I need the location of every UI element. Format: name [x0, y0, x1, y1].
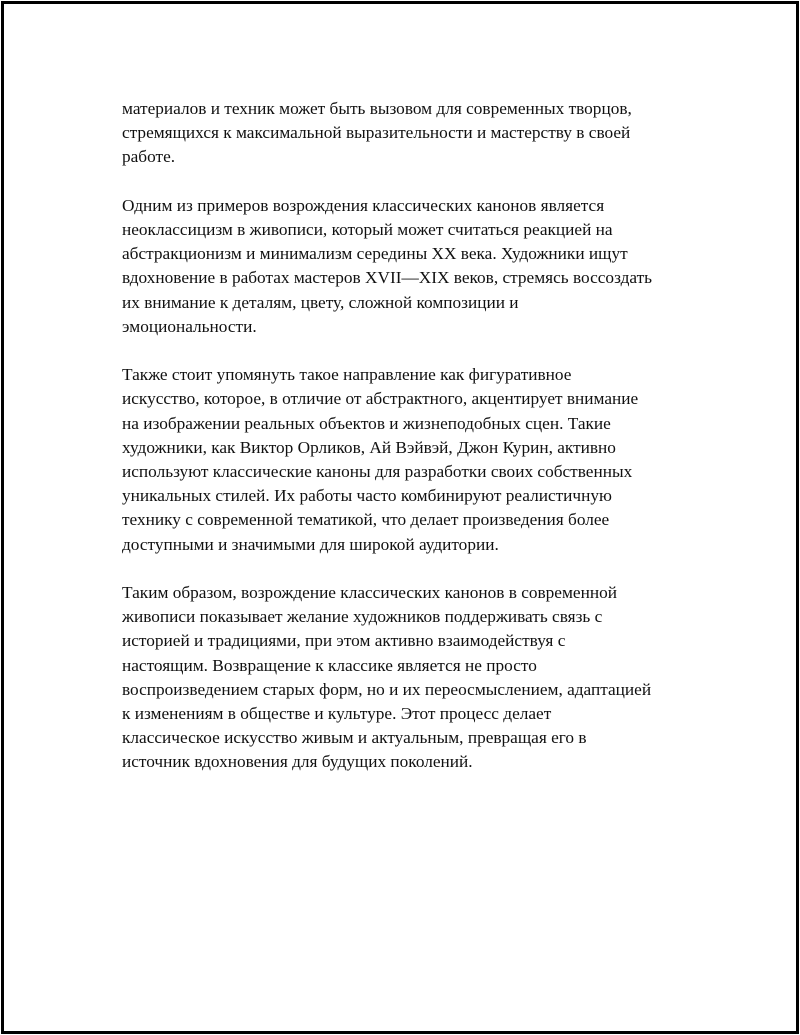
text-line: художники, как Виктор Орликов, Ай Вэйвэй, Джон Курин, активно: [122, 437, 616, 457]
text-line: к изменениям в обществе и культуре. Этот процесс делает: [122, 704, 552, 724]
text-line: эмоциональности.: [122, 316, 257, 336]
text-line: используют классические каноны для разработки своих собственных: [122, 462, 633, 482]
text-line: материалов и техник может быть вызовом для современных творцов,: [122, 99, 632, 118]
text-line: историей и традициями, при этом активно взаимодействуя с: [122, 631, 566, 651]
text-line: вдохновение в работах мастеров XVII—XIX веков, стремясь воссоздать: [122, 268, 653, 288]
paragraph-3: [122, 363, 712, 557]
text-line: их внимание к деталям, цвету, сложной композиции и: [122, 292, 519, 312]
paragraph-1: [122, 97, 712, 170]
text-line: доступными и значимыми для широкой аудитории.: [122, 534, 499, 554]
document-body: [122, 97, 712, 799]
text-line: настоящим. Возвращение к классике является не просто: [122, 655, 537, 675]
text-line: воспроизведением старых форм, но и их переосмыслением, адаптацией: [122, 679, 652, 699]
text-line: Одним из примеров возрождения классических канонов является: [122, 195, 605, 215]
text-line: живописи показывает желание художников поддерживать связь с: [122, 607, 603, 627]
text-line: неоклассицизм в живописи, который может считаться реакцией на: [122, 220, 613, 239]
text-line: абстракционизм и минимализм середины XX века. Художники ищут: [122, 244, 628, 264]
text-line: на изображении реальных объектов и жизнеподобных сцен. Такие: [122, 413, 611, 433]
text-line: работе.: [122, 147, 176, 167]
paragraph-4: [122, 581, 712, 775]
page-border: [1, 1, 799, 1034]
text-line: классическое искусство живым и актуальным, превращая его в: [122, 728, 587, 748]
paragraph-2: [122, 194, 712, 339]
text-line: Таким образом, возрождение классических канонов в современной: [122, 583, 617, 603]
text-line: уникальных стилей. Их работы часто комбинируют реалистичную: [122, 486, 612, 506]
text-line: стремящихся к максимальной выразительности и мастерству в своей: [122, 123, 631, 143]
text-line: технику с современной тематикой, что делает произведения более: [122, 510, 610, 530]
text-line: Также стоит упомянуть такое направление как фигуративное: [122, 365, 572, 385]
text-line: искусство, которое, в отличие от абстрактного, акцентирует внимание: [122, 389, 639, 409]
text-line: источник вдохновения для будущих поколений.: [122, 752, 473, 772]
